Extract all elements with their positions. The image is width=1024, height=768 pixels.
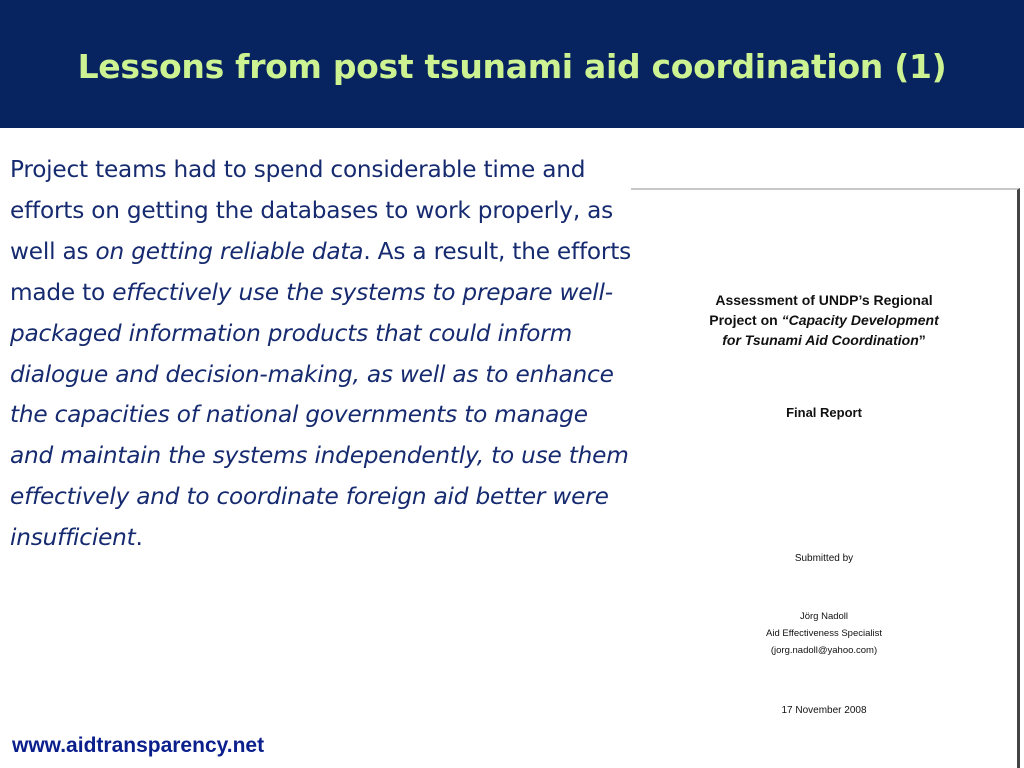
report-cover-image	[631, 188, 1020, 768]
report-final-label: Final Report	[786, 405, 862, 420]
report-title-line-3	[631, 330, 1017, 350]
report-date: 17 November 2008	[781, 705, 867, 716]
report-title-line-1: Assessment of UNDP’s Regional	[715, 292, 933, 308]
body-paragraph	[10, 150, 635, 559]
report-title-close-quote: ”	[918, 332, 926, 348]
footer-website-link[interactable]: www.aidtransparency.net	[12, 734, 265, 757]
report-title-quoted-a: “Capacity Development	[781, 312, 939, 328]
report-submitted-by: Submitted by	[794, 553, 854, 564]
body-text-italic-1: on getting reliable data	[95, 237, 364, 265]
report-title-line-2	[631, 310, 1017, 330]
report-title	[631, 290, 1017, 350]
report-author-name: Jörg Nadoll	[799, 611, 849, 622]
report-author-email: (jorg.nadoll@yahoo.com)	[770, 645, 878, 656]
report-author-role: Aid Effectiveness Specialist	[766, 628, 882, 639]
body-text-part-2: . As a result, the efforts made to	[10, 237, 632, 306]
report-title-prefix: Project on	[709, 312, 782, 328]
body-text-part-3: .	[135, 524, 143, 552]
slide-title: Lessons from post tsunami aid coordination (1)	[77, 46, 947, 86]
report-author-block	[631, 608, 1017, 659]
report-title-quoted-b: for Tsunami Aid Coordination	[722, 332, 919, 348]
title-bar	[0, 0, 1024, 128]
body-text-part-1: Project teams had to spend considerable time and efforts on getting the databases to work properly, as well as	[10, 156, 614, 265]
body-text-italic-2: effectively use the systems to prepare well-packaged information products that could inform dialogue and decision-making, as well as to enhance the capacities of national governments to manage and maintain the systems independently, to use them effectively and to coordinate foreign aid better were insufficient	[10, 278, 629, 552]
